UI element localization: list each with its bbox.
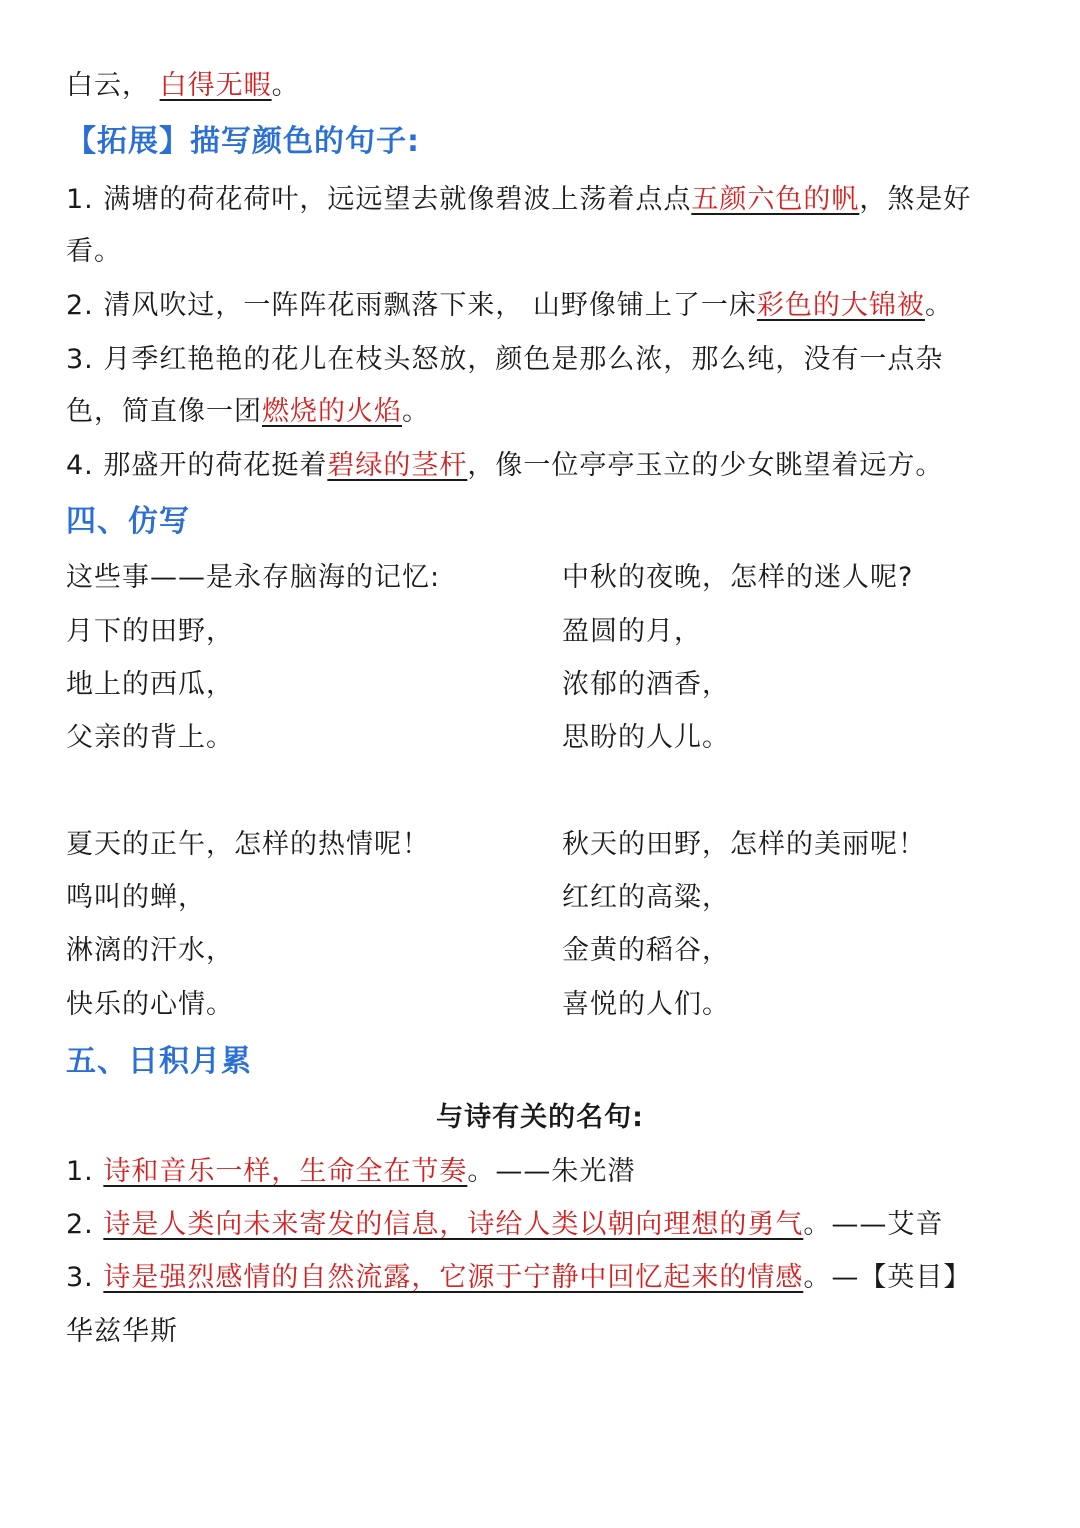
expand-item-4-suffix: ，像一位亭亭玉立的少女眺望着远方。: [467, 450, 944, 481]
imitate-b2-left-0: 夏天的正午，怎样的热情呢！: [66, 829, 430, 860]
expand-item-3-line-1: 3. 月季红艳艳的花儿在枝头怒放，颜色是那么浓，那么纯，没有一点杂: [66, 344, 944, 375]
expand-item-1-text: 1. 满塘的荷花荷叶，远远望去就像碧波上荡着点点: [66, 184, 692, 215]
quote-2-num: 2.: [66, 1209, 104, 1240]
quote-3: [66, 1258, 971, 1298]
quote-2-author: 。——艾音: [803, 1209, 944, 1240]
expand-item-3-suffix: 。: [402, 396, 430, 427]
quote-1-author: 。——朱光潜: [467, 1156, 636, 1187]
imitate-b2-right-0: 秋天的田野，怎样的美丽呢！: [562, 829, 926, 860]
expand-item-2-red: 彩色的大锦被: [756, 290, 925, 321]
imitate-b1-right-1: 盈圆的月，: [562, 616, 702, 647]
expand-item-3-red: 燃烧的火焰: [262, 396, 402, 427]
imitate-b1-right-2: 浓郁的酒香，: [562, 669, 730, 700]
daily-heading: 五、日积月累: [66, 1044, 252, 1079]
imitate-heading: 四、仿写: [66, 504, 190, 539]
imitate-b1-left-1: 月下的田野，: [66, 616, 234, 647]
top-prefix: 白云，: [66, 70, 150, 101]
imitate-b2-right-2: 金黄的稻谷，: [562, 935, 730, 966]
expand-item-4-text: 4. 那盛开的荷花挺着: [66, 450, 328, 481]
imitate-b2-right-3: 喜悦的人们。: [562, 989, 730, 1020]
expand-item-3-line-2: [66, 392, 430, 432]
quote-1-num: 1.: [66, 1156, 104, 1187]
expand-item-1-red: 五颜六色的帆: [691, 184, 860, 215]
imitate-b2-left-3: 快乐的心情。: [66, 989, 234, 1020]
quote-1: [66, 1152, 635, 1192]
expand-item-2-suffix: 。: [924, 290, 953, 321]
expand-item-2-text: 2. 清风吹过，一阵阵花雨飘落下来， 山野像铺上了一床: [66, 290, 757, 321]
imitate-b1-right-3: 思盼的人儿。: [562, 722, 730, 753]
imitate-b1-left-2: 地上的西瓜，: [66, 669, 234, 700]
top-suffix: 。: [271, 70, 300, 101]
expand-heading: 【拓展】描写颜色的句子:: [66, 124, 420, 159]
quote-1-red: 诗和音乐一样，生命全在节奏: [103, 1156, 468, 1187]
imitate-b1-right-0: 中秋的夜晚，怎样的迷人呢?: [562, 562, 914, 593]
top-sentence: [66, 66, 300, 106]
expand-item-3-text: 色，简直像一团: [66, 396, 262, 427]
imitate-b1-left-3: 父亲的背上。: [66, 722, 234, 753]
quote-2-red: 诗是人类向未来寄发的信息，诗给人类以朝向理想的勇气: [103, 1209, 804, 1240]
imitate-b2-left-1: 鸣叫的蝉，: [66, 882, 206, 913]
expand-item-4-red: 碧绿的茎杆: [327, 450, 468, 481]
expand-item-1-line-1: [66, 180, 971, 220]
top-red-phrase: 白得无暇: [159, 70, 272, 101]
expand-item-1-line-2: 看。: [66, 236, 122, 267]
daily-title: 与诗有关的名句:: [436, 1102, 644, 1133]
imitate-b1-left-0: 这些事——是永存脑海的记忆:: [66, 562, 441, 593]
quote-3-author: 。—【英目】: [803, 1262, 972, 1293]
expand-item-4: [66, 446, 943, 486]
quote-3-red: 诗是强烈感情的自然流露，它源于宁静中回忆起来的情感: [103, 1262, 804, 1293]
expand-item-1-suffix: ，煞是好: [859, 184, 972, 215]
expand-item-2: [66, 286, 953, 326]
quote-3-line-2: 华兹华斯: [66, 1316, 178, 1347]
quote-3-num: 3.: [66, 1262, 104, 1293]
imitate-b2-left-2: 淋漓的汗水，: [66, 935, 234, 966]
imitate-b2-right-1: 红红的高粱，: [562, 882, 730, 913]
quote-2: [66, 1205, 943, 1245]
